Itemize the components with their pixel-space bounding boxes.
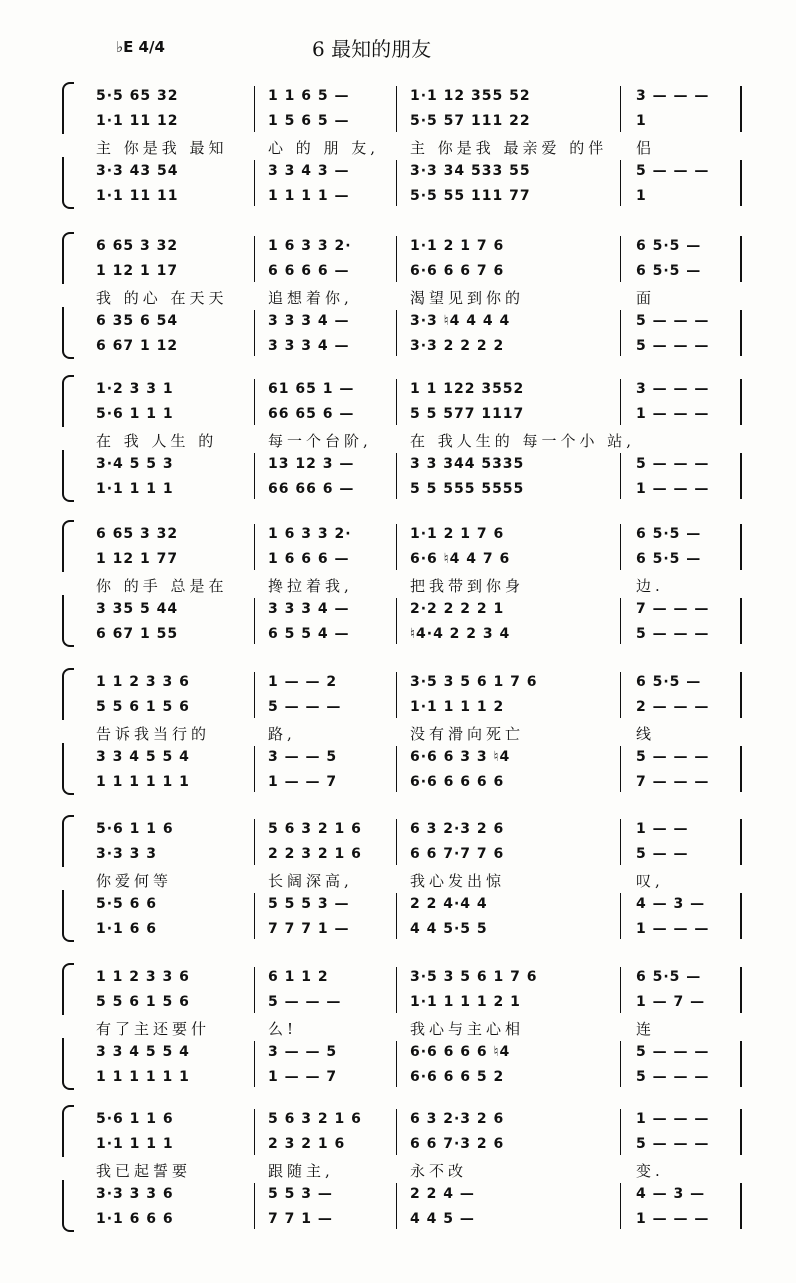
- alto-voice-line: [0, 113, 796, 135]
- note-measure: 1·1 1 1 1: [96, 481, 174, 497]
- lyric-measure: 连: [636, 1020, 656, 1038]
- score-header: [0, 0, 796, 70]
- note-measure: 1: [636, 188, 647, 204]
- note-measure: 1 — 7 —: [636, 994, 706, 1010]
- soprano-voice-line: [0, 674, 796, 696]
- note-measure: 5·5 55 111 77: [410, 188, 531, 204]
- bass-voice-line: [0, 774, 796, 796]
- bass-voice-line: [0, 1069, 796, 1091]
- lyric-measure: 在 我 人生 的: [96, 432, 218, 450]
- soprano-voice-line: [0, 1111, 796, 1133]
- lyric-measure: 把我带到你身: [410, 577, 525, 595]
- lyric-measure: 心 的 朋 友,: [268, 139, 380, 157]
- lyric-measure: 侣: [636, 139, 656, 157]
- note-measure: 1 12 1 17: [96, 263, 179, 279]
- tenor-voice-line: [0, 896, 796, 918]
- lyric-measure: 我 的心 在天天: [96, 289, 228, 307]
- soprano-voice-line: [0, 821, 796, 843]
- lyric-measure: 主 你是我 最知: [96, 139, 228, 157]
- note-measure: 1·1 11 12: [96, 113, 179, 129]
- song-title: 6 最知的朋友: [312, 37, 432, 61]
- note-measure: 5·6 1 1 1: [96, 406, 174, 422]
- note-measure: 5 — — —: [636, 1136, 710, 1152]
- note-measure: 5 — —: [636, 846, 689, 862]
- note-measure: 1·1 11 11: [96, 188, 179, 204]
- note-measure: 1 5 6 5 —: [268, 113, 350, 129]
- lyric-measure: 变.: [636, 1162, 664, 1180]
- score-system: [0, 232, 796, 362]
- note-measure: ♮4·4 2 2 3 4: [410, 626, 511, 642]
- lyrics-line: [0, 1018, 796, 1042]
- note-measure: 4 — 3 —: [636, 896, 706, 912]
- note-measure: 3 — — —: [636, 381, 710, 397]
- note-measure: 6 67 1 12: [96, 338, 179, 354]
- key-signature: ♭E 4/4: [116, 38, 165, 56]
- note-measure: 1 1 2 3 3 6: [96, 674, 190, 690]
- soprano-voice-line: [0, 969, 796, 991]
- note-measure: 3·5 3 5 6 1 7 6: [410, 674, 538, 690]
- lyric-measure: 面: [636, 289, 656, 307]
- note-measure: 6 6 6 6 —: [268, 263, 350, 279]
- note-measure: 1 6 3 3 2·: [268, 526, 352, 542]
- note-measure: 5 — — —: [636, 313, 710, 329]
- note-measure: 3 3 4 5 5 4: [96, 749, 190, 765]
- note-measure: 3·5 3 5 6 1 7 6: [410, 969, 538, 985]
- note-measure: 5 — — —: [636, 749, 710, 765]
- note-measure: 3 3 344 5335: [410, 456, 525, 472]
- lyric-measure: 每一个台阶,: [268, 432, 372, 450]
- note-measure: 4 — 3 —: [636, 1186, 706, 1202]
- note-measure: 5 5 6 1 5 6: [96, 994, 190, 1010]
- note-measure: 6 5·5 —: [636, 526, 702, 542]
- lyric-measure: 追想着你,: [268, 289, 353, 307]
- note-measure: 3 3 4 3 —: [268, 163, 350, 179]
- lyric-measure: 渴望见到你的: [410, 289, 525, 307]
- score-system: [0, 82, 796, 212]
- note-measure: 6 6 7·7 7 6: [410, 846, 505, 862]
- note-measure: 7 7 1 —: [268, 1211, 333, 1227]
- note-measure: 5·5 65 32: [96, 88, 179, 104]
- note-measure: 1 — — —: [636, 1211, 710, 1227]
- note-measure: 5 — — —: [636, 163, 710, 179]
- lyrics-line: [0, 870, 796, 894]
- note-measure: 6 5·5 —: [636, 551, 702, 567]
- note-measure: 6·6 6 6 6 ♮4: [410, 1044, 511, 1060]
- lyric-measure: 没有滑向死亡: [410, 725, 525, 743]
- alto-voice-line: [0, 406, 796, 428]
- bass-voice-line: [0, 626, 796, 648]
- note-measure: 1 1 1 1 1 1: [96, 774, 190, 790]
- note-measure: 5·6 1 1 6: [96, 821, 174, 837]
- note-measure: 2 2 4·4 4: [410, 896, 488, 912]
- note-measure: 1·1 1 1 1: [96, 1136, 174, 1152]
- lyric-measure: 你 的手 总是在: [96, 577, 228, 595]
- score-system: [0, 668, 796, 798]
- note-measure: 1 1 6 5 —: [268, 88, 350, 104]
- note-measure: 2·2 2 2 2 1: [410, 601, 505, 617]
- score-system: [0, 375, 796, 505]
- note-measure: 3·3 2 2 2 2: [410, 338, 505, 354]
- note-measure: 5 — — —: [636, 456, 710, 472]
- tenor-voice-line: [0, 1044, 796, 1066]
- lyrics-line: [0, 575, 796, 599]
- lyric-measure: 有了主还要什: [96, 1020, 211, 1038]
- soprano-voice-line: [0, 88, 796, 110]
- note-measure: 2 — — —: [636, 699, 710, 715]
- note-measure: 1 1 122 3552: [410, 381, 525, 397]
- note-measure: 5·6 1 1 6: [96, 1111, 174, 1127]
- tenor-voice-line: [0, 456, 796, 478]
- soprano-voice-line: [0, 381, 796, 403]
- note-measure: 6·6 6 3 3 ♮4: [410, 749, 511, 765]
- soprano-voice-line: [0, 238, 796, 260]
- note-measure: 6 1 1 2: [268, 969, 329, 985]
- lyric-measure: 我心发出惊: [410, 872, 506, 890]
- note-measure: 5 — — —: [636, 626, 710, 642]
- note-measure: 61 65 1 —: [268, 381, 355, 397]
- alto-voice-line: [0, 699, 796, 721]
- note-measure: 1 6 6 6 —: [268, 551, 350, 567]
- note-measure: 66 66 6 —: [268, 481, 355, 497]
- note-measure: 2 2 4 —: [410, 1186, 475, 1202]
- note-measure: 1·1 2 1 7 6: [410, 526, 505, 542]
- note-measure: 6·6 6 6 5 2: [410, 1069, 505, 1085]
- note-measure: 5 6 3 2 1 6: [268, 821, 362, 837]
- note-measure: 3 — — —: [636, 88, 710, 104]
- note-measure: 6 65 3 32: [96, 238, 179, 254]
- note-measure: 1·1 6 6 6: [96, 1211, 174, 1227]
- note-measure: 3 3 3 4 —: [268, 601, 350, 617]
- note-measure: 1 12 1 77: [96, 551, 179, 567]
- bass-voice-line: [0, 1211, 796, 1233]
- note-measure: 13 12 3 —: [268, 456, 355, 472]
- note-measure: 1 6 3 3 2·: [268, 238, 352, 254]
- note-measure: 5 5 555 5555: [410, 481, 525, 497]
- bass-voice-line: [0, 188, 796, 210]
- note-measure: 6 5·5 —: [636, 238, 702, 254]
- note-measure: 6·6 ♮4 4 7 6: [410, 551, 511, 567]
- note-measure: 6 3 2·3 2 6: [410, 821, 505, 837]
- note-measure: 1·1 12 355 52: [410, 88, 531, 104]
- note-measure: 5 — — —: [636, 1069, 710, 1085]
- lyric-measure: 永不改: [410, 1162, 468, 1180]
- note-measure: 3·4 5 5 3: [96, 456, 174, 472]
- note-measure: 7 — — —: [636, 774, 710, 790]
- note-measure: 6 35 6 54: [96, 313, 179, 329]
- note-measure: 4 4 5 —: [410, 1211, 475, 1227]
- lyric-measure: 在 我人生的 每一个小 站,: [410, 432, 636, 450]
- note-measure: 6 6 7·3 2 6: [410, 1136, 505, 1152]
- note-measure: 5 — — —: [268, 994, 342, 1010]
- tenor-voice-line: [0, 163, 796, 185]
- alto-voice-line: [0, 1136, 796, 1158]
- note-measure: 5·5 57 111 22: [410, 113, 531, 129]
- lyric-measure: 搀拉着我,: [268, 577, 353, 595]
- note-measure: 2 2 3 2 1 6: [268, 846, 362, 862]
- note-measure: 1 — — —: [636, 406, 710, 422]
- score-system: [0, 815, 796, 945]
- alto-voice-line: [0, 846, 796, 868]
- note-measure: 2 3 2 1 6: [268, 1136, 346, 1152]
- note-measure: 1 — — —: [636, 1111, 710, 1127]
- note-measure: 7 7 7 1 —: [268, 921, 350, 937]
- note-measure: 5 5 3 —: [268, 1186, 333, 1202]
- note-measure: 5 5 6 1 5 6: [96, 699, 190, 715]
- note-measure: 6 65 3 32: [96, 526, 179, 542]
- note-measure: 6 5·5 —: [636, 263, 702, 279]
- lyric-measure: 跟随主,: [268, 1162, 334, 1180]
- note-measure: 5 — — —: [268, 699, 342, 715]
- lyrics-line: [0, 1160, 796, 1184]
- note-measure: 3·3 3 3: [96, 846, 158, 862]
- note-measure: 5 — — —: [636, 338, 710, 354]
- note-measure: 6·6 6 6 7 6: [410, 263, 505, 279]
- lyric-measure: 路,: [268, 725, 296, 743]
- note-measure: 1·1 1 1 1 2: [410, 699, 505, 715]
- note-measure: 5 5 5 3 —: [268, 896, 350, 912]
- tenor-voice-line: [0, 749, 796, 771]
- note-measure: 66 65 6 —: [268, 406, 355, 422]
- lyric-measure: 我心与主心相: [410, 1020, 525, 1038]
- bass-voice-line: [0, 481, 796, 503]
- note-measure: 1 1 2 3 3 6: [96, 969, 190, 985]
- note-measure: 5 5 577 1117: [410, 406, 525, 422]
- note-measure: 1 — —: [636, 821, 689, 837]
- tenor-voice-line: [0, 313, 796, 335]
- score-system: [0, 1105, 796, 1235]
- note-measure: 1 — — —: [636, 921, 710, 937]
- lyrics-line: [0, 137, 796, 161]
- note-measure: 1 — — 7: [268, 774, 338, 790]
- lyric-measure: 你爱何等: [96, 872, 173, 890]
- note-measure: 3·3 34 533 55: [410, 163, 531, 179]
- note-measure: 6 5 5 4 —: [268, 626, 350, 642]
- note-measure: 3 3 3 4 —: [268, 313, 350, 329]
- note-measure: 1·1 6 6: [96, 921, 158, 937]
- score-system: [0, 963, 796, 1093]
- bass-voice-line: [0, 921, 796, 943]
- lyrics-line: [0, 430, 796, 454]
- note-measure: 3·3 43 54: [96, 163, 179, 179]
- note-measure: 3·3 ♮4 4 4 4: [410, 313, 511, 329]
- note-measure: 1 1 1 1 —: [268, 188, 350, 204]
- note-measure: 6 5·5 —: [636, 674, 702, 690]
- lyric-measure: 叹,: [636, 872, 664, 890]
- note-measure: 4 4 5·5 5: [410, 921, 488, 937]
- note-measure: 6·6 6 6 6 6: [410, 774, 505, 790]
- lyrics-line: [0, 287, 796, 311]
- note-measure: 3·3 3 3 6: [96, 1186, 174, 1202]
- note-measure: 5 6 3 2 1 6: [268, 1111, 362, 1127]
- note-measure: 1 1 1 1 1 1: [96, 1069, 190, 1085]
- note-measure: 1 — — —: [636, 481, 710, 497]
- note-measure: 7 — — —: [636, 601, 710, 617]
- note-measure: 1 — — 2: [268, 674, 338, 690]
- lyrics-line: [0, 723, 796, 747]
- note-measure: 3 — — 5: [268, 749, 338, 765]
- note-measure: 3 3 3 4 —: [268, 338, 350, 354]
- note-measure: 5 — — —: [636, 1044, 710, 1060]
- note-measure: 6 3 2·3 2 6: [410, 1111, 505, 1127]
- lyric-measure: 主 你是我 最亲爱 的伴: [410, 139, 608, 157]
- note-measure: 3 35 5 44: [96, 601, 179, 617]
- lyric-measure: 告诉我当行的: [96, 725, 211, 743]
- tenor-voice-line: [0, 601, 796, 623]
- note-measure: 6 5·5 —: [636, 969, 702, 985]
- lyric-measure: 我已起誓要: [96, 1162, 192, 1180]
- note-measure: 3 3 4 5 5 4: [96, 1044, 190, 1060]
- bass-voice-line: [0, 338, 796, 360]
- alto-voice-line: [0, 994, 796, 1016]
- alto-voice-line: [0, 551, 796, 573]
- note-measure: 5·5 6 6: [96, 896, 158, 912]
- note-measure: 1·1 1 1 1 2 1: [410, 994, 521, 1010]
- lyric-measure: 线: [636, 725, 656, 743]
- note-measure: 1 — — 7: [268, 1069, 338, 1085]
- lyric-measure: 么!: [268, 1020, 298, 1038]
- lyric-measure: 长阔深高,: [268, 872, 353, 890]
- note-measure: 1·1 2 1 7 6: [410, 238, 505, 254]
- soprano-voice-line: [0, 526, 796, 548]
- tenor-voice-line: [0, 1186, 796, 1208]
- note-measure: 6 67 1 55: [96, 626, 179, 642]
- alto-voice-line: [0, 263, 796, 285]
- note-measure: 1: [636, 113, 647, 129]
- lyric-measure: 边.: [636, 577, 664, 595]
- note-measure: 1·2 3 3 1: [96, 381, 174, 397]
- note-measure: 3 — — 5: [268, 1044, 338, 1060]
- score-system: [0, 520, 796, 650]
